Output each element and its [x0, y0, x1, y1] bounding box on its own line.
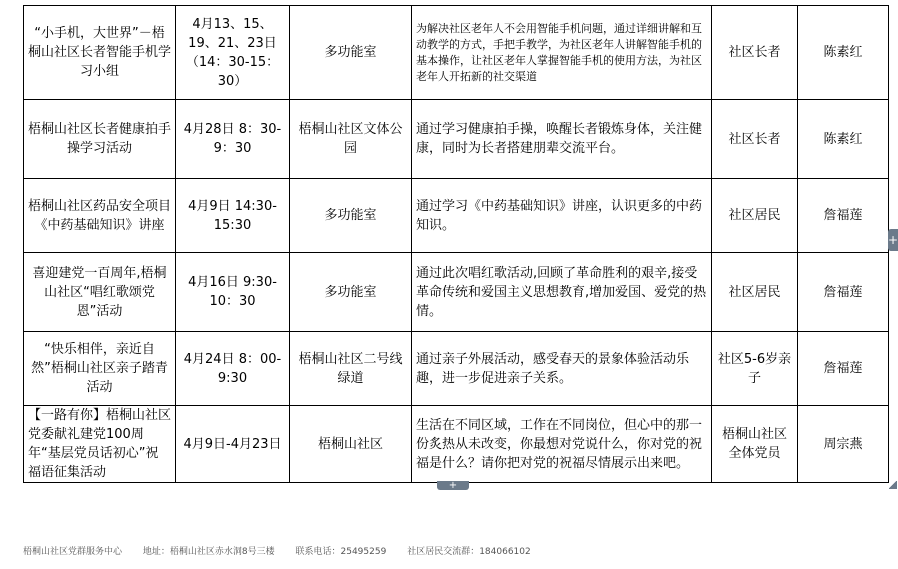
event-name[interactable]: 喜迎建党一百周年,梧桐山社区“唱红歌颂党恩”活动 [24, 253, 176, 332]
event-target[interactable]: 社区长者 [712, 100, 798, 179]
event-person[interactable]: 詹福莲 [798, 332, 889, 406]
event-description[interactable]: 通过学习《中药基础知识》讲座，认识更多的中药知识。 [412, 179, 712, 253]
event-description[interactable]: 为解决社区老年人不会用智能手机问题，通过详细讲解和互动教学的方式，手把手教学，为社区老年人讲解智能手机的基本操作，让社区老年人掌握智能手机的使用方法，为社区老年人开拓新的社交渠道 [412, 6, 712, 100]
event-description[interactable]: 通过此次唱红歌活动,回顾了革命胜利的艰辛,接受革命传统和爱国主义思想教育,增加爱国、爱党的热情。 [412, 253, 712, 332]
add-column-button[interactable]: + [888, 229, 898, 251]
event-name[interactable]: “快乐相伴，亲近自然”梧桐山社区亲子踏青活动 [24, 332, 176, 406]
document-page [23, 5, 888, 481]
event-target[interactable]: 社区居民 [712, 253, 798, 332]
event-name[interactable]: 梧桐山社区药品安全项目《中药基础知识》讲座 [24, 179, 176, 253]
event-person[interactable]: 詹福莲 [798, 253, 889, 332]
event-place[interactable]: 多功能室 [290, 179, 412, 253]
footer-wechat: 社区居民交流群：184066102 [407, 547, 531, 557]
event-description[interactable]: 通过学习健康拍手操，唤醒长者锻炼身体，关注健康，同时为长者搭建朋辈交流平台。 [412, 100, 712, 179]
event-time[interactable]: 4月13、15、19、21、23日（14：30-15：30） [176, 6, 290, 100]
page-footer [23, 544, 549, 557]
table-row [24, 332, 889, 406]
event-time[interactable]: 4月28日 8：30-9：30 [176, 100, 290, 179]
footer-phone: 联系电话：25495259 [295, 547, 387, 557]
footer-org: 梧桐山社区党群服务中心 [23, 547, 123, 557]
event-person[interactable]: 周宗燕 [798, 406, 889, 483]
event-place[interactable]: 梧桐山社区二号线绿道 [290, 332, 412, 406]
event-description[interactable]: 通过亲子外展活动，感受春天的景象体验活动乐趣，进一步促进亲子关系。 [412, 332, 712, 406]
events-table [23, 5, 889, 483]
event-time[interactable]: 4月9日-4月23日 [176, 406, 290, 483]
table-row [24, 6, 889, 100]
event-place[interactable]: 梧桐山社区文体公园 [290, 100, 412, 179]
event-name[interactable]: 【一路有你】梧桐山社区党委献礼建党100周年“基层党员话初心”祝福语征集活动 [24, 406, 176, 483]
event-time[interactable]: 4月9日 14:30-15:30 [176, 179, 290, 253]
event-time[interactable]: 4月24日 8：00-9:30 [176, 332, 290, 406]
event-description[interactable]: 生活在不同区域，工作在不同岗位，但心中的那一份炙热从未改变，你最想对党说什么，你对党的祝福是什么？请你把对党的祝福尽情展示出来吧。 [412, 406, 712, 483]
event-person[interactable]: 詹福莲 [798, 179, 889, 253]
event-time[interactable]: 4月16日 9:30-10：30 [176, 253, 290, 332]
event-target[interactable]: 社区居民 [712, 179, 798, 253]
table-resize-handle[interactable] [889, 481, 897, 489]
event-name[interactable]: “小手机，大世界”－梧桐山社区长者智能手机学习小组 [24, 6, 176, 100]
table-row [24, 406, 889, 483]
event-person[interactable]: 陈素红 [798, 6, 889, 100]
event-place[interactable]: 多功能室 [290, 253, 412, 332]
event-target[interactable]: 梧桐山社区全体党员 [712, 406, 798, 483]
event-place[interactable]: 梧桐山社区 [290, 406, 412, 483]
event-place[interactable]: 多功能室 [290, 6, 412, 100]
table-row [24, 100, 889, 179]
footer-address: 地址：梧桐山社区赤水洞8号三楼 [142, 547, 275, 557]
event-target[interactable]: 社区长者 [712, 6, 798, 100]
event-name[interactable]: 梧桐山社区长者健康拍手操学习活动 [24, 100, 176, 179]
event-person[interactable]: 陈素红 [798, 100, 889, 179]
table-row [24, 179, 889, 253]
table-row [24, 253, 889, 332]
event-target[interactable]: 社区5-6岁亲子 [712, 332, 798, 406]
add-row-button[interactable]: + [437, 481, 469, 490]
